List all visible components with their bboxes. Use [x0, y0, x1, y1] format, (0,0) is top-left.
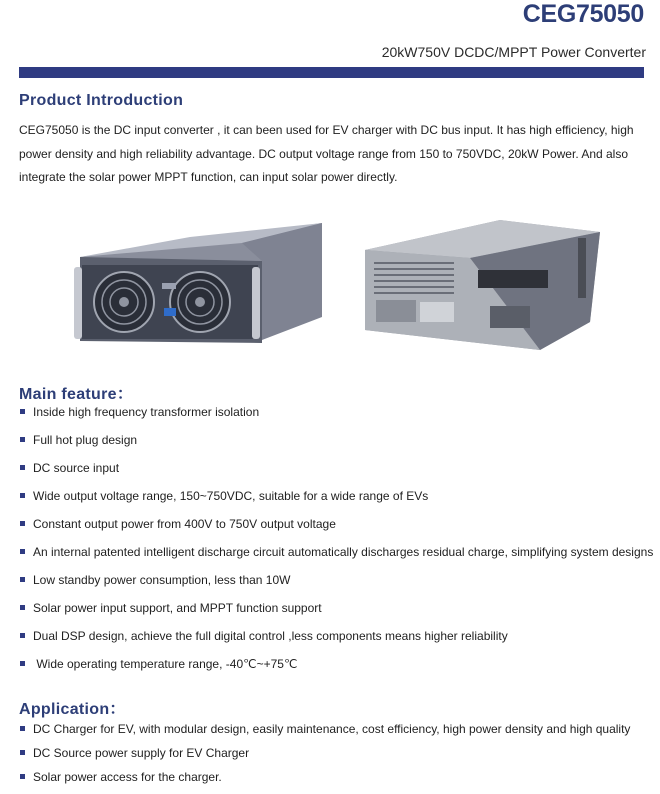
bullet-icon	[20, 605, 25, 610]
bullet-icon	[20, 750, 25, 755]
application-list	[19, 722, 630, 794]
bullet-icon	[20, 774, 25, 779]
feature-text: An internal patented intelligent discharge circuit automatically discharges residual charge, simplifying system designs	[33, 545, 654, 559]
list-item	[19, 545, 653, 573]
bullet-icon	[20, 521, 25, 526]
list-item	[19, 601, 653, 629]
list-item	[19, 405, 653, 433]
bullet-icon	[20, 437, 25, 442]
application-heading: Application：	[19, 701, 126, 718]
feature-text: Constant output power from 400V to 750V output voltage	[33, 517, 336, 531]
feature-text: Solar power input support, and MPPT function support	[33, 601, 322, 615]
list-item	[19, 746, 630, 770]
list-item	[19, 517, 653, 545]
bullet-icon	[20, 726, 25, 731]
feature-text: Full hot plug design	[33, 433, 138, 447]
intro-paragraph: CEG75050 is the DC input converter , it can been used for EV charger with DC bus input. It has high efficiency, high power density and high reliability advantage. DC output voltage range from 150 to 750VDC, 20kW Power. And also integrate the solar power MPPT function, can input solar power directly.	[19, 123, 634, 184]
feature-text: Inside high frequency transformer isolation	[33, 405, 260, 419]
bullet-icon	[20, 633, 25, 638]
bullet-icon	[20, 409, 25, 414]
feature-text: DC source input	[33, 461, 120, 475]
main-feature-list	[19, 405, 653, 685]
feature-text: Dual DSP design, achieve the full digital control ,less components means higher reliability	[33, 629, 508, 643]
bullet-icon	[20, 577, 25, 582]
bullet-icon	[20, 549, 25, 554]
intro-heading: Product Introduction	[19, 92, 184, 109]
header-rule	[19, 67, 644, 78]
feature-text: Wide operating temperature range, -40℃~+75℃	[33, 657, 298, 671]
list-item	[19, 657, 653, 685]
list-item	[19, 722, 630, 746]
bullet-icon	[20, 493, 25, 498]
bullet-icon	[20, 661, 25, 666]
application-text: DC Source power supply for EV Charger	[33, 746, 250, 760]
rear-view-photo	[360, 210, 605, 360]
list-item	[19, 489, 653, 517]
application-text: Solar power access for the charger.	[33, 770, 222, 784]
feature-text: Low standby power consumption, less than 10W	[33, 573, 291, 587]
list-item	[19, 461, 653, 489]
bullet-icon	[20, 465, 25, 470]
main-feature-heading: Main feature：	[19, 386, 134, 403]
list-item	[19, 629, 653, 657]
feature-text: Wide output voltage range, 150~750VDC, suitable for a wide range of EVs	[33, 489, 429, 503]
list-item	[19, 770, 630, 794]
model-title: CEG75050	[522, 0, 644, 28]
front-view-photo	[72, 205, 322, 365]
list-item	[19, 573, 653, 601]
product-subtitle: 20kW750V DCDC/MPPT Power Converter	[381, 44, 646, 60]
list-item	[19, 433, 653, 461]
application-text: DC Charger for EV, with modular design, easily maintenance, cost efficiency, high power density and high quality	[33, 722, 631, 736]
